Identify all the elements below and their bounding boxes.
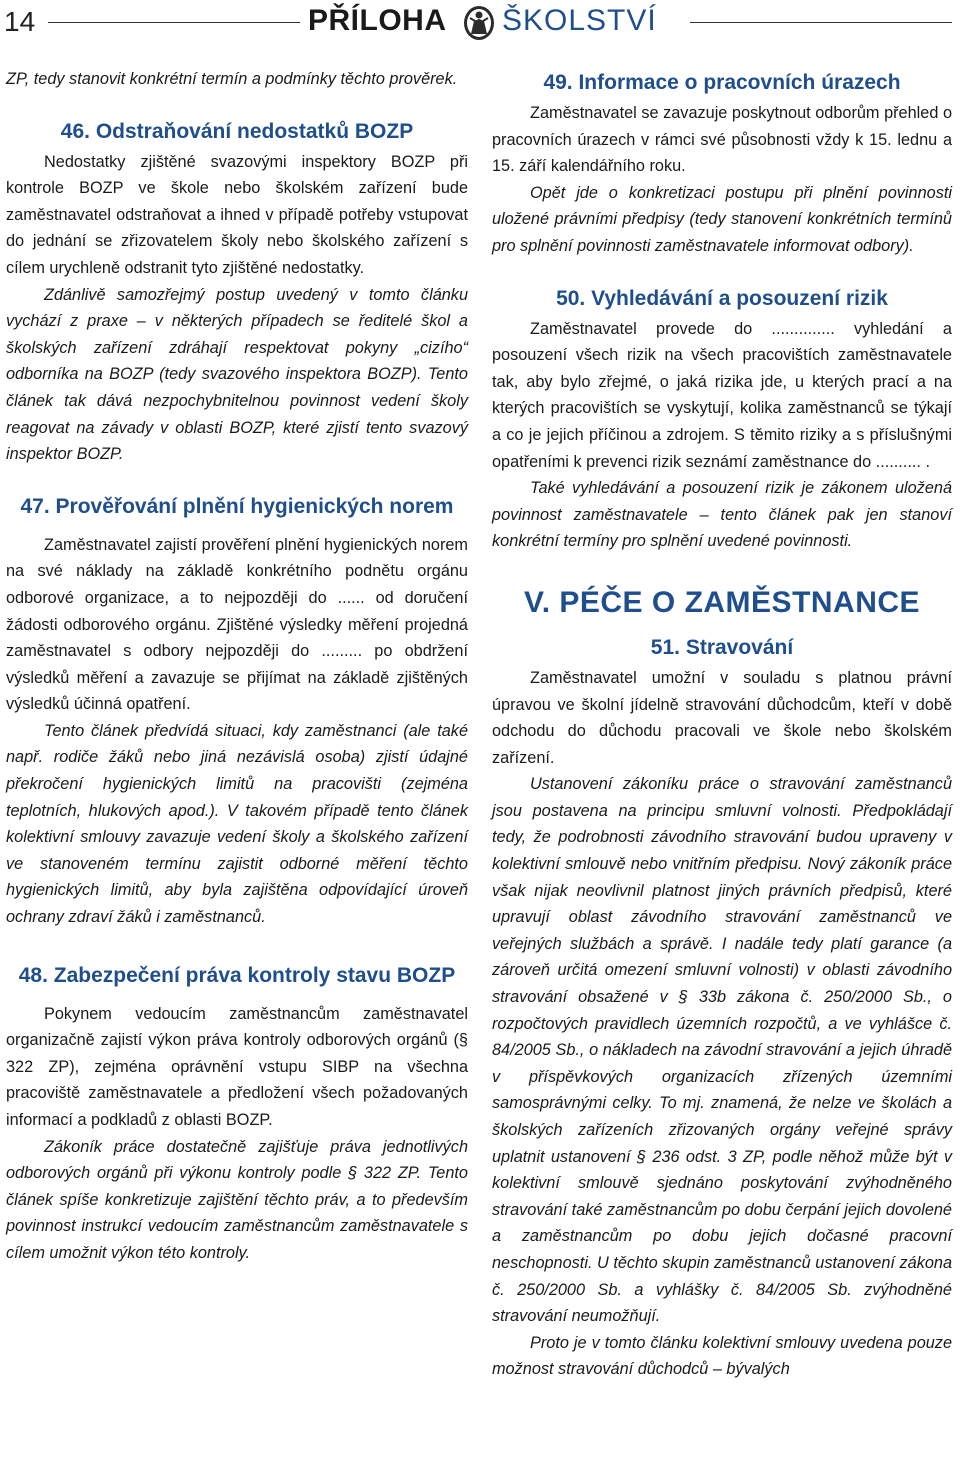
section-49-heading: 49. Informace o pracovních úrazech [543,71,901,94]
left-column [6,66,468,1267]
section-50-heading: 50. Vyhledávání a posouzení rizik [556,286,888,310]
section-50-commentary: Také vyhledávání a posouzení rizik je zákonem uložená povinnost zaměstnavatele – tento článek pak jen stanoví konkrétní termíny pro splnění uvedené povinnosti. [492,479,952,551]
section-51-commentary-continued: Proto je v tomto článku kolektivní smlouvy uvedena pouze možnost stravování důchodců – bývalých [492,1333,952,1379]
section-51-body: Zaměstnavatel umožní v souladu s platnou právní úpravou ve školní jídelně stravování důchodcům, kteří v době odchodu do důchodu pracovali ve škole nebo školském zařízení. [492,668,952,767]
section-50-body: Zaměstnavatel provede do .............. vyhledání a posouzení všech rizik na všech pracovištích zaměstnavatele tak, aby bylo zřejmé, o jaká rizika jde, u kterých prací a na kterých pracovištích se vyskytují, kolika zaměstnanců se týkají a co je jejich příčinou a zdrojem. S těmito riziky a s příslušnými opatřeními k prevenci rizik seznámí zaměstnance do .......... . [492,319,952,471]
intro-paragraph: ZP, tedy stanovit konkrétní termín a podmínky těchto prověrek. [6,70,458,88]
brand-title-left: PŘÍLOHA [308,4,447,37]
right-column [492,66,952,1383]
section-47-body: Zaměstnavatel zajistí prověření plnění hygienických norem na své náklady na základě konkrétního podnětu orgánu odborové organizace, a to nejpozději do ...... od doručení žádosti odborového orgánu. Zjištěné výsledky měření projedná zaměstnavatel s odbory nejpozději do ......... po obdržení výsledků měření a zavazuje se přijímat na základě zjištěných výsledků účinná opatření. [6,535,468,714]
header-rule-left [48,22,300,23]
section-48-heading: 48. Zabezpečení práva kontroly stavu BOZP [18,963,456,987]
section-48-commentary: Zákoník práce dostatečně zajišťuje práva jednotlivých odborových orgánů při výkonu kontroly podle § 322 ZP. Tento článek spíše konkretizuje zajištění těchto práv, a to především povinnost instrukcí vedoucím zaměstnancům zaměstnavatele s cílem umožnit výkon této kontroly. [6,1137,468,1262]
section-47-commentary: Tento článek předvídá situaci, kdy zaměstnanci (ale také např. rodiče žáků nebo jiná nezávislá osoba) zjistí údajné překročení hygienických limitů na pracovišti (zejména teplotních, hlukových apod.). V takovém případě tento článek kolektivní smlouvy zavazuje vedení školy a školského zařízení ve stanoveném termínu zajistit odborné měření těchto hygienických limitů, aby byla zajištěna odpovídající úroveň ochrany zdraví žáků i zaměstnanců. [6,721,468,927]
section-51-heading: 51. Stravování [650,635,794,659]
section-47-heading: 47. Prověřování plnění hygienických norem [20,494,454,518]
section-46-commentary: Zdánlivě samozřejmý postup uvedený v tomto článku vychází z praxe – v některých případech se ředitelé škol a školských zařízení zdráhají respektovat pokyny „cizího“ odborníka na BOZP (tedy svazového inspektora BOZP). Tento článek tak dává nezpochybnitelnou povinnost vedení školy reagovat na závady v oblasti BOZP, které zjistí tento svazový inspektor BOZP. [6,285,468,464]
section-51-commentary: Ustanovení zákoníku práce o stravování zaměstnanců jsou postavena na principu smluvní volnosti. Předpokládají tedy, že podrobnosti závodního stravování budou upraveny v kolektivní smlouvě nebo vnitřním předpisu. Nový zákoník práce však nijak neovlivnil platnost jiných právních předpisů, které upravují oblast závodního stravování zaměstnanců ve veřejných službách a správě. I nadále tedy platí garance (a zároveň určitá omezení smluvní volnosti) v oblasti závodního stravování obsažené v § 33b zákona č. 250/2000 Sb., o rozpočtových pravidlech územních rozpočtů, a ve vyhlášce č. 84/2005 Sb., o nákladech na závodní stravování a jejich úhradě v příspěvkových organizacích zřízených územními samosprávnými celky. To mj. znamená, že nelze ve školách a školských zařízeních zřizovaných orgány veřejné správy uplatnit ustanovení § 236 odst. 3 ZP, podle něhož může být v kolektivní smlouvě sjednáno poskytování zvýhodněného stravování také zaměstnancům po dobu čerpání jejich dovolené a zaměstnancům po dobu jejich dočasné pracovní neschopnosti. U těchto skupin zaměstnanců ustanovení zákona č. 250/2000 Sb. a vyhlášky č. 84/2005 Sb. zvýhodněné stravování neumožňují. [492,775,952,1326]
section-46-body: Nedostatky zjištěné svazovými inspektory BOZP při kontrole BOZP ve škole nebo školském zařízení bude zaměstnavatel odstraňovat a ihned v případě potřeby vstupovat do jednání se zřizovatelem školy nebo školského zařízení s cílem urychleně odstranit tyto zjištěné nedostatky. [6,152,468,277]
section-48-body: Pokynem vedoucím zaměstnancům zaměstnavatel organizačně zajistí výkon práva kontroly odborových orgánů (§ 322 ZP), zejména oprávnění vstupu SIBP na všechna pracoviště zaměstnavatele a předložení všech požadovaných informací a podkladů z oblasti BOZP. [6,1004,468,1129]
section-49-commentary: Opět jde o konkretizaci postupu při plnění povinnosti uložené právními předpisy (tedy stanovení konkrétních termínů pro splnění povinnosti zaměstnavatele informovat odbory). [492,183,952,255]
union-emblem-icon [462,4,496,42]
page-header [0,0,960,48]
page-number: 14 [4,6,36,37]
header-rule-right [690,22,952,23]
brand-title-right: ŠKOLSTVÍ [502,4,657,37]
chapter-heading: V. PÉČE O ZAMĚSTNANCE [523,585,921,619]
section-46-heading: 46. Odstraňování nedostatků BOZP [60,119,414,143]
section-49-body: Zaměstnavatel se zavazuje poskytnout odborům přehled o pracovních úrazech v rámci své působnosti vždy k 15. lednu a 15. září kalendářního roku. [492,104,952,176]
